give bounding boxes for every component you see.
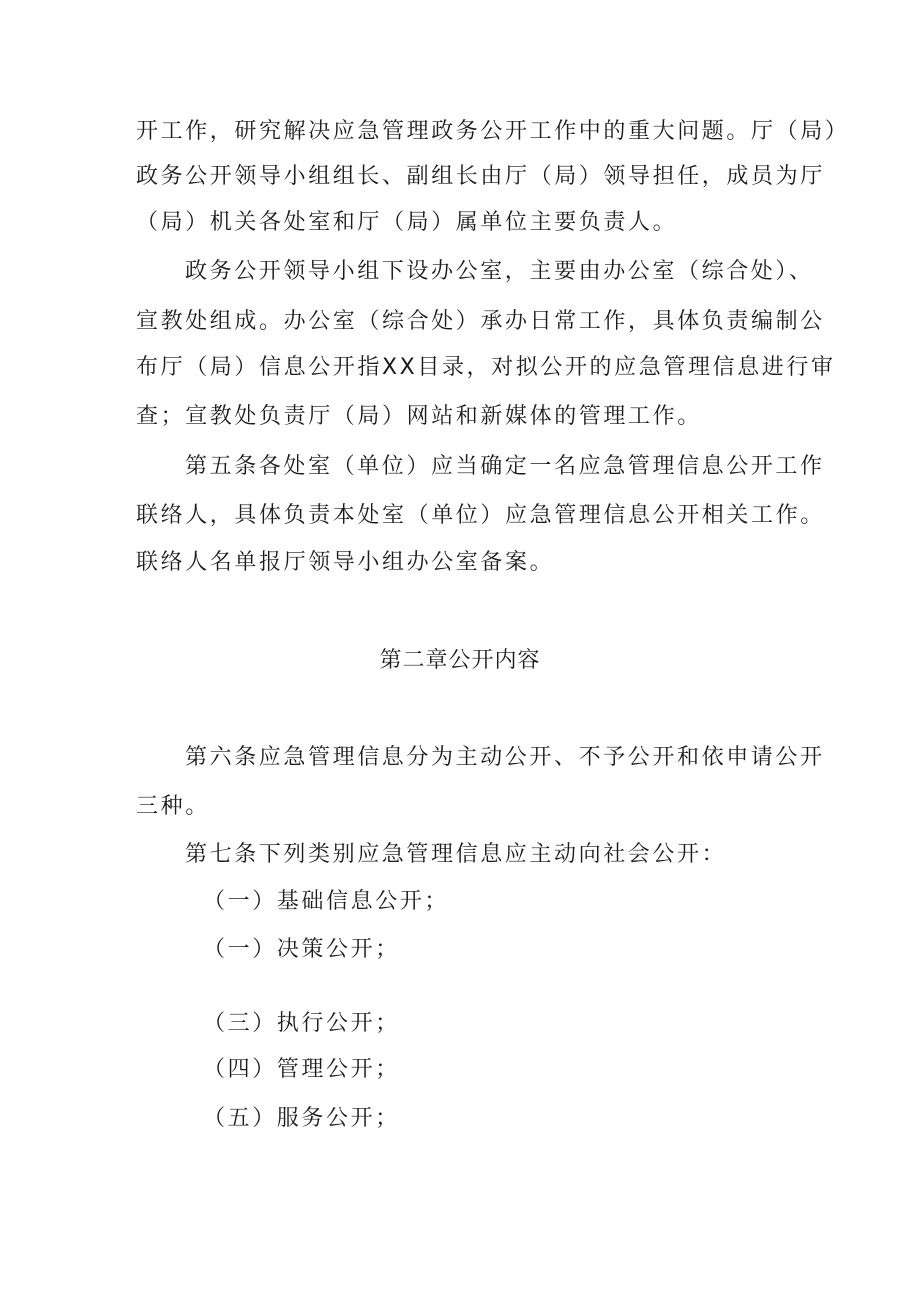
list-item: （一）基础信息公开； — [203, 889, 450, 914]
chapter-heading: 第二章公开内容 — [379, 648, 541, 673]
list-item: （四）管理公开； — [203, 1057, 400, 1082]
body-text-line: 第七条下列类别应急管理信息应主动向社会公开： — [185, 842, 727, 867]
body-text-line: （局）机关各处室和厅（局）属单位主要负责人。 — [136, 210, 678, 235]
list-item: （三）执行公开； — [203, 1011, 400, 1036]
body-text-line: 联络人，具体负责本处室（单位）应急管理信息公开相关工作。 — [136, 503, 825, 528]
body-text-line: 第六条应急管理信息分为主动公开、不予公开和依申请公开 — [185, 745, 825, 770]
list-item: （一）决策公开； — [203, 937, 400, 962]
list-item: （五）服务公开； — [203, 1106, 400, 1131]
body-text-line: 查；宣教处负责厅（局）网站和新媒体的管理工作。 — [136, 404, 702, 429]
body-text-line: 联络人名单报厅领导小组办公室备案。 — [136, 550, 555, 575]
body-text-line: 布厅（局）信息公开指XX目录，对拟公开的应急管理信息进行审 — [136, 355, 836, 380]
body-text-line: 宣教处组成。办公室（综合处）承办日常工作，具体负责编制公 — [136, 309, 825, 334]
body-text-line: 三种。 — [136, 794, 210, 819]
body-text-line: 第五条各处室（单位）应当确定一名应急管理信息公开工作 — [185, 454, 825, 479]
body-text-line: 开工作，研究解决应急管理政务公开工作中的重大问题。厅（局） — [136, 119, 850, 144]
body-text-line: 政务公开领导小组组长、副组长由厅（局）领导担任，成员为厅 — [136, 164, 825, 189]
body-text-line: 政务公开领导小组下设办公室，主要由办公室（综合处）、 — [185, 259, 814, 284]
